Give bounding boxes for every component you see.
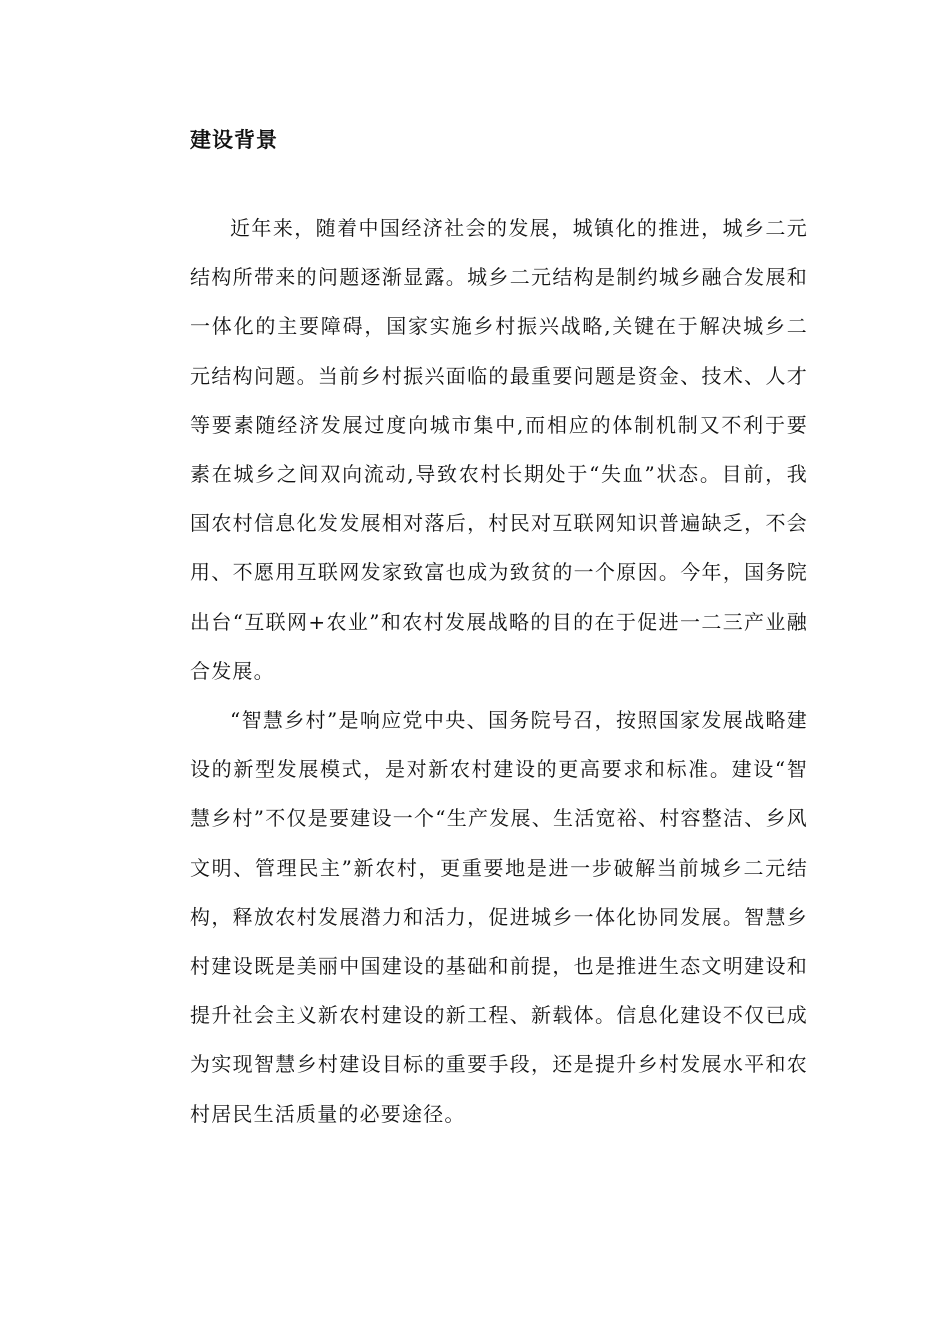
- section-heading: 建设背景: [190, 128, 278, 152]
- paragraph-smart-village: “智慧乡村”是响应党中央、国务院号召，按照国家发展战略建设的新型发展模式，是对新农村建设的更高要求和标准。建设“智慧乡村”不仅是要建设一个“生产发展、生活宽裕、村容整洁、乡风文明、管理民主”新农村，更重要地是进一步破解当前城乡二元结构，释放农村发展潜力和活力，促进城乡一体化协同发展。智慧乡村建设既是美丽中国建设的基础和前提，也是推进生态文明建设和提升社会主义新农村建设的新工程、新载体。信息化建设不仅已成为实现智慧乡村建设目标的重要手段，还是提升乡村发展水平和农村居民生活质量的必要途径。: [190, 708, 808, 1126]
- paragraph-background: 近年来，随着中国经济社会的发展，城镇化的推进，城乡二元结构所带来的问题逐渐显露。城乡二元结构是制约城乡融合发展和一体化的主要障碍，国家实施乡村振兴战略,关键在于解决城乡二元结构问题。当前乡村振兴面临的最重要问题是资金、技术、人才等要素随经济发展过度向城市集中,而相应的体制机制又不利于要素在城乡之间双向流动,导致农村长期处于“失血”状态。目前，我国农村信息化发发展相对落后，村民对互联网知识普遍缺乏，不会用、不愿用互联网发家致富也成为致贫的一个原因。今年，国务院出台“互联网+农业”和农村发展战略的目的在于促进一二三产业融合发展。: [190, 216, 808, 683]
- document-body: [190, 204, 808, 1139]
